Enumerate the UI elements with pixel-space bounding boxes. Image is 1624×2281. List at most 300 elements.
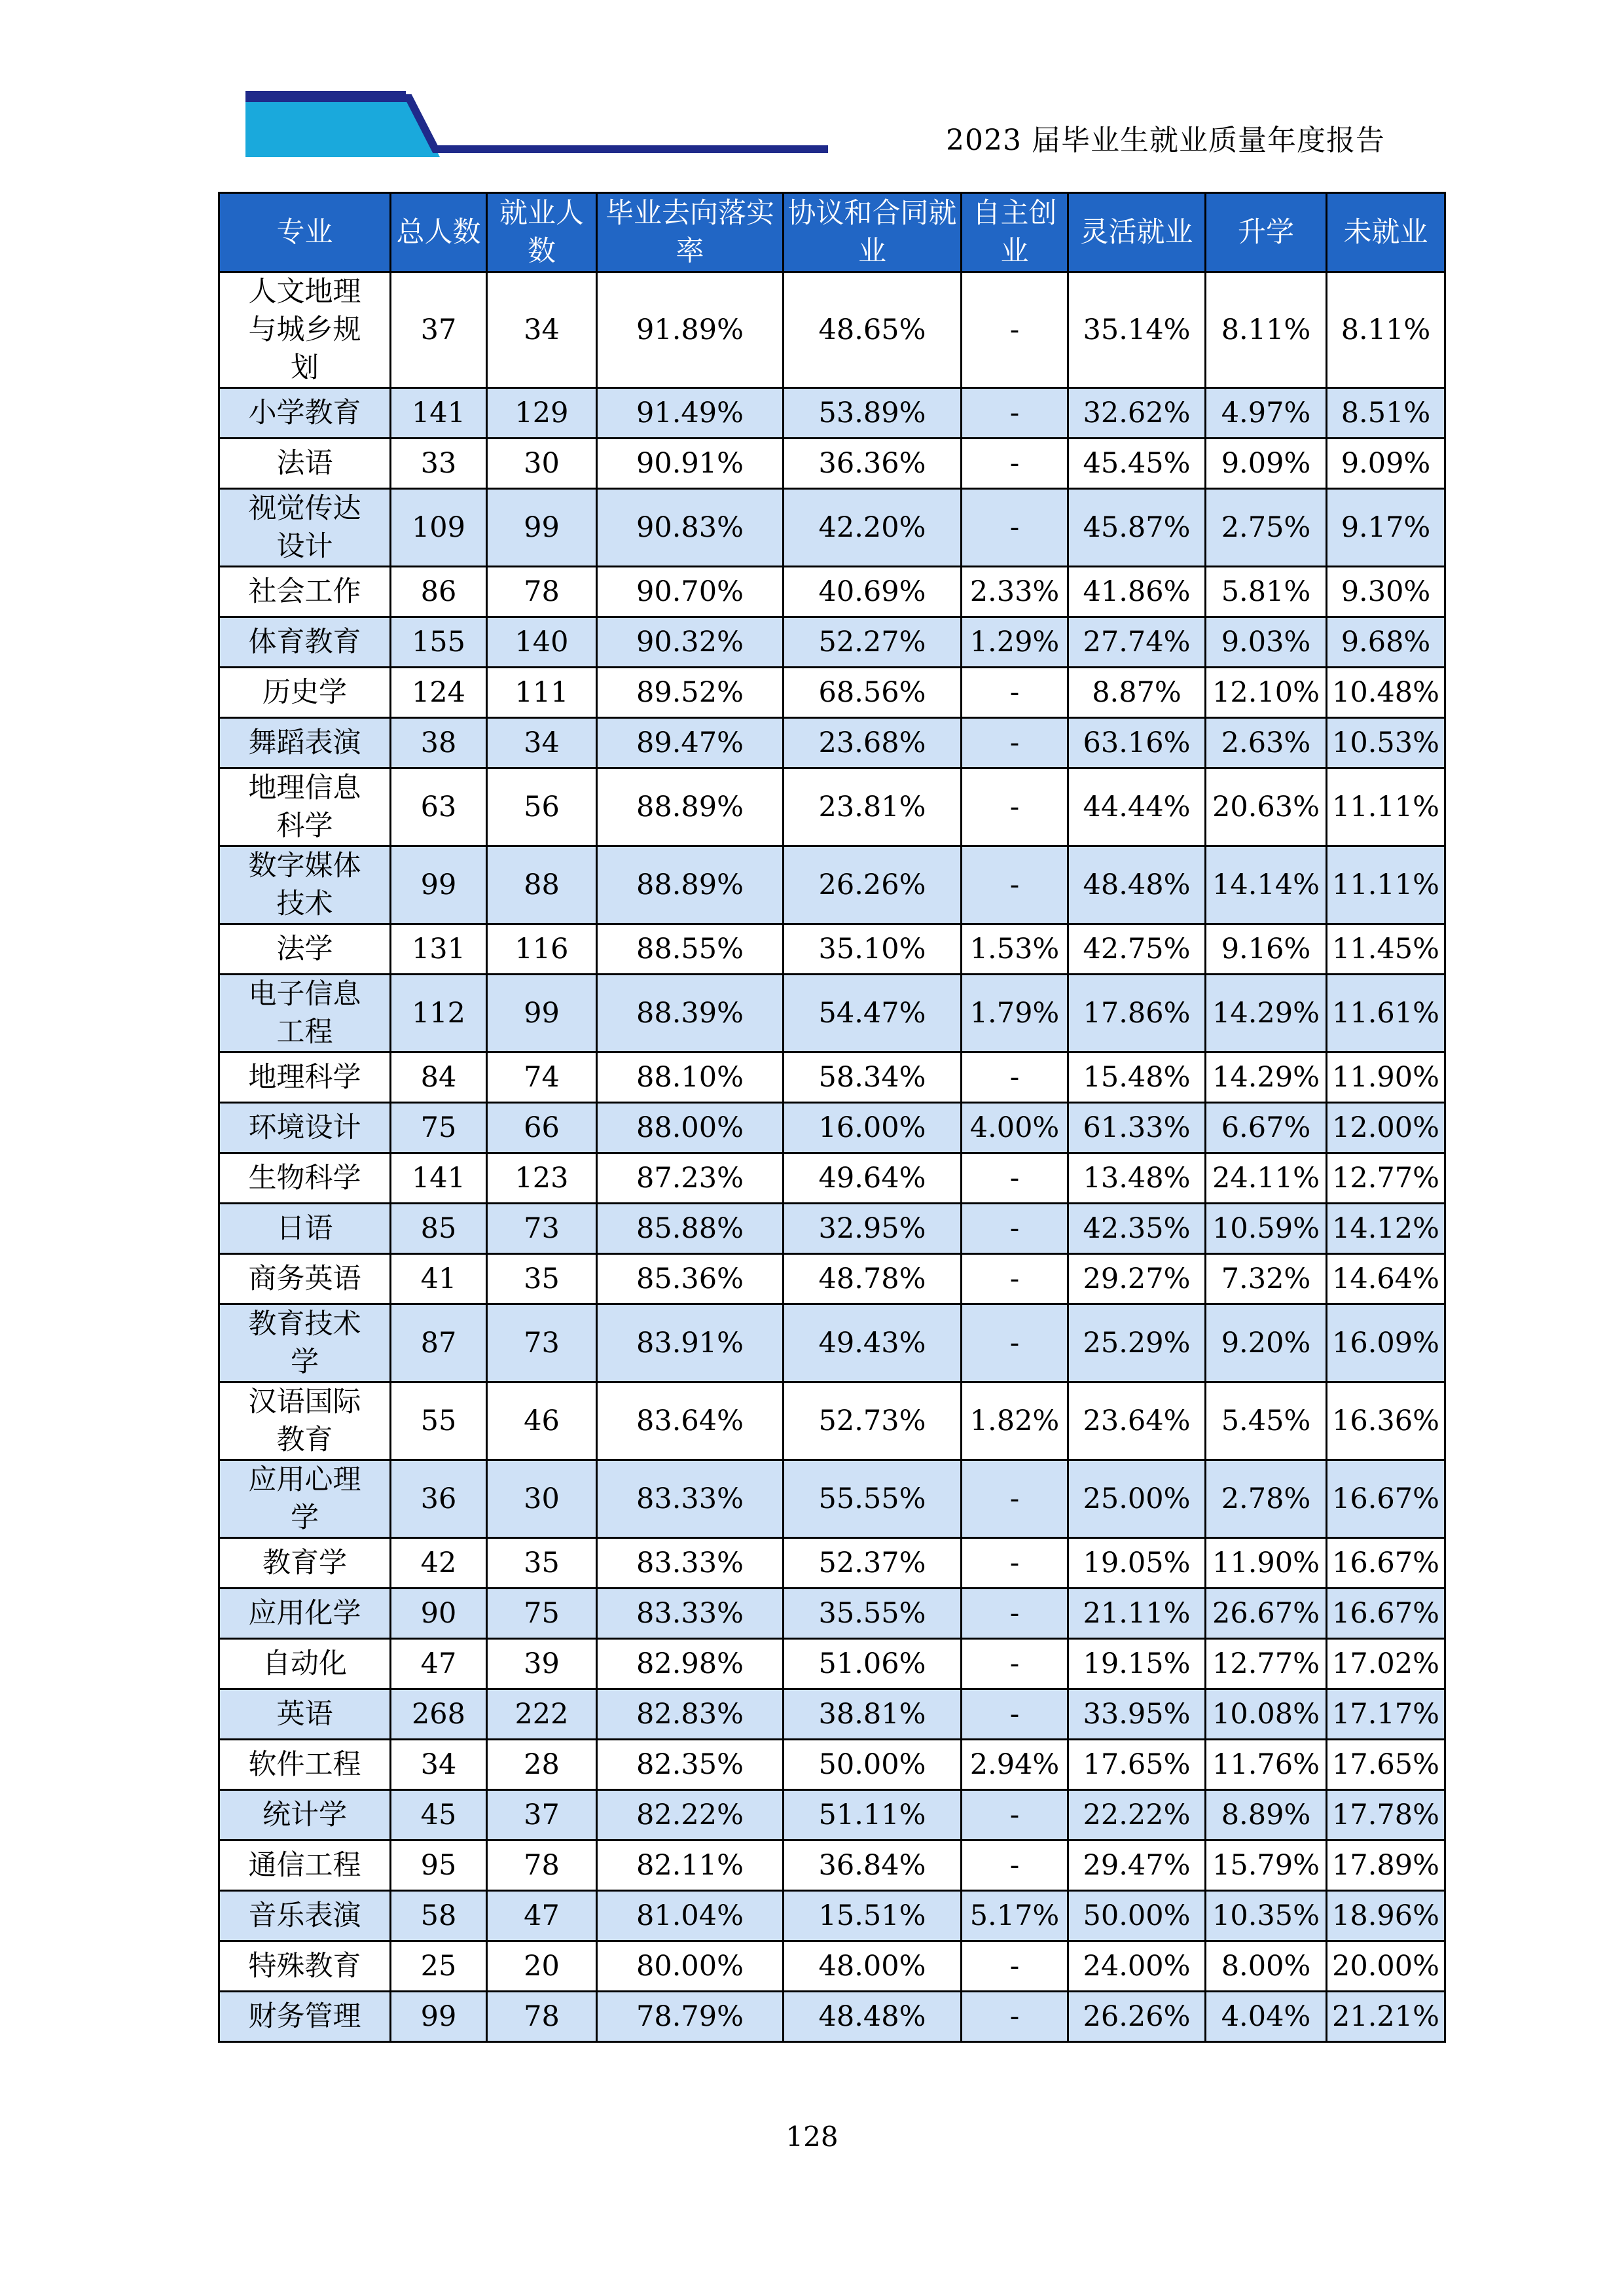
value-cell: 88.89% — [597, 768, 784, 846]
value-cell: 5.17% — [962, 1891, 1068, 1941]
value-cell: 53.89% — [784, 388, 962, 439]
value-cell: 16.67% — [1327, 1589, 1445, 1639]
value-cell: 58 — [391, 1891, 487, 1941]
value-cell: 12.00% — [1327, 1103, 1445, 1153]
value-cell: 11.76% — [1206, 1740, 1327, 1790]
table-row — [219, 768, 1445, 846]
value-cell: 37 — [391, 272, 487, 388]
value-cell: - — [962, 668, 1068, 718]
major-cell: 生物科学 — [219, 1153, 391, 1204]
table-header-row — [219, 193, 1445, 272]
value-cell: 48.48% — [784, 1992, 962, 2042]
value-cell: 35.14% — [1068, 272, 1206, 388]
major-cell: 特殊教育 — [219, 1941, 391, 1992]
value-cell: 82.35% — [597, 1740, 784, 1790]
value-cell: 87 — [391, 1304, 487, 1382]
value-cell: 20 — [487, 1941, 597, 1992]
major-cell: 环境设计 — [219, 1103, 391, 1153]
value-cell: 47 — [391, 1639, 487, 1689]
major-cell: 数字媒体技术 — [219, 846, 391, 924]
table-row — [219, 1689, 1445, 1740]
value-cell: - — [962, 1153, 1068, 1204]
column-header: 升学 — [1206, 193, 1327, 272]
value-cell: 83.64% — [597, 1382, 784, 1460]
value-cell: 35 — [487, 1538, 597, 1589]
value-cell: 88.55% — [597, 924, 784, 975]
value-cell: 88.39% — [597, 975, 784, 1052]
major-cell: 小学教育 — [219, 388, 391, 439]
table-body — [219, 272, 1445, 2042]
value-cell: 55 — [391, 1382, 487, 1460]
value-cell: 21.11% — [1068, 1589, 1206, 1639]
value-cell: 35.55% — [784, 1589, 962, 1639]
value-cell: 33.95% — [1068, 1689, 1206, 1740]
value-cell: 27.74% — [1068, 617, 1206, 668]
table-row — [219, 1841, 1445, 1891]
value-cell: 50.00% — [1068, 1891, 1206, 1941]
value-cell: 78 — [487, 1841, 597, 1891]
value-cell: 1.29% — [962, 617, 1068, 668]
value-cell: - — [962, 1992, 1068, 2042]
value-cell: 74 — [487, 1052, 597, 1103]
value-cell: 84 — [391, 1052, 487, 1103]
value-cell: 35 — [487, 1254, 597, 1304]
major-cell: 视觉传达设计 — [219, 489, 391, 567]
value-cell: 14.64% — [1327, 1254, 1445, 1304]
value-cell: 50.00% — [784, 1740, 962, 1790]
value-cell: 49.43% — [784, 1304, 962, 1382]
value-cell: 83.33% — [597, 1538, 784, 1589]
major-cell: 社会工作 — [219, 567, 391, 617]
value-cell: 12.77% — [1206, 1639, 1327, 1689]
value-cell: 45 — [391, 1790, 487, 1841]
value-cell: 4.04% — [1206, 1992, 1327, 2042]
table-row — [219, 272, 1445, 388]
value-cell: 10.48% — [1327, 668, 1445, 718]
value-cell: 1.53% — [962, 924, 1068, 975]
value-cell: 17.17% — [1327, 1689, 1445, 1740]
value-cell: 25.00% — [1068, 1460, 1206, 1538]
value-cell: 91.49% — [597, 388, 784, 439]
value-cell: 18.96% — [1327, 1891, 1445, 1941]
value-cell: 141 — [391, 1153, 487, 1204]
major-cell: 汉语国际教育 — [219, 1382, 391, 1460]
value-cell: 111 — [487, 668, 597, 718]
value-cell: 52.27% — [784, 617, 962, 668]
value-cell: 32.62% — [1068, 388, 1206, 439]
major-cell: 英语 — [219, 1689, 391, 1740]
value-cell: 19.15% — [1068, 1639, 1206, 1689]
value-cell: 21.21% — [1327, 1992, 1445, 2042]
major-cell: 日语 — [219, 1204, 391, 1254]
value-cell: - — [962, 1589, 1068, 1639]
value-cell: 16.00% — [784, 1103, 962, 1153]
value-cell: 17.65% — [1068, 1740, 1206, 1790]
table-row — [219, 1304, 1445, 1382]
value-cell: 99 — [487, 489, 597, 567]
value-cell: - — [962, 439, 1068, 489]
value-cell: 9.17% — [1327, 489, 1445, 567]
value-cell: 9.09% — [1206, 439, 1327, 489]
value-cell: 8.11% — [1206, 272, 1327, 388]
value-cell: 91.89% — [597, 272, 784, 388]
value-cell: 54.47% — [784, 975, 962, 1052]
value-cell: 9.20% — [1206, 1304, 1327, 1382]
value-cell: 19.05% — [1068, 1538, 1206, 1589]
value-cell: 2.75% — [1206, 489, 1327, 567]
value-cell: 99 — [391, 1992, 487, 2042]
value-cell: 52.37% — [784, 1538, 962, 1589]
value-cell: 89.47% — [597, 718, 784, 768]
value-cell: - — [962, 1204, 1068, 1254]
value-cell: 9.16% — [1206, 924, 1327, 975]
column-header: 协议和合同就业 — [784, 193, 962, 272]
table-row — [219, 1790, 1445, 1841]
value-cell: 23.64% — [1068, 1382, 1206, 1460]
table-row — [219, 668, 1445, 718]
value-cell: 86 — [391, 567, 487, 617]
value-cell: 24.00% — [1068, 1941, 1206, 1992]
major-cell: 历史学 — [219, 668, 391, 718]
major-cell: 地理科学 — [219, 1052, 391, 1103]
value-cell: 9.03% — [1206, 617, 1327, 668]
value-cell: 90.70% — [597, 567, 784, 617]
value-cell: - — [962, 388, 1068, 439]
value-cell: 14.14% — [1206, 846, 1327, 924]
value-cell: 10.08% — [1206, 1689, 1327, 1740]
value-cell: 124 — [391, 668, 487, 718]
value-cell: 123 — [487, 1153, 597, 1204]
value-cell: 22.22% — [1068, 1790, 1206, 1841]
table-row — [219, 718, 1445, 768]
value-cell: 129 — [487, 388, 597, 439]
value-cell: 38 — [391, 718, 487, 768]
value-cell: 88.89% — [597, 846, 784, 924]
table-row — [219, 617, 1445, 668]
value-cell: 17.86% — [1068, 975, 1206, 1052]
value-cell: 35.10% — [784, 924, 962, 975]
major-cell: 电子信息工程 — [219, 975, 391, 1052]
value-cell: 141 — [391, 388, 487, 439]
value-cell: 90.83% — [597, 489, 784, 567]
value-cell: 7.32% — [1206, 1254, 1327, 1304]
major-cell: 音乐表演 — [219, 1891, 391, 1941]
value-cell: 48.65% — [784, 272, 962, 388]
value-cell: 15.79% — [1206, 1841, 1327, 1891]
value-cell: 4.00% — [962, 1103, 1068, 1153]
table-row — [219, 924, 1445, 975]
major-cell: 法学 — [219, 924, 391, 975]
value-cell: 48.00% — [784, 1941, 962, 1992]
value-cell: 2.63% — [1206, 718, 1327, 768]
value-cell: 42.35% — [1068, 1204, 1206, 1254]
value-cell: 112 — [391, 975, 487, 1052]
value-cell: 99 — [391, 846, 487, 924]
employment-table — [218, 192, 1446, 2043]
value-cell: 82.98% — [597, 1639, 784, 1689]
value-cell: 34 — [391, 1740, 487, 1790]
value-cell: - — [962, 1304, 1068, 1382]
value-cell: 99 — [487, 975, 597, 1052]
value-cell: 9.68% — [1327, 617, 1445, 668]
table-row — [219, 1538, 1445, 1589]
value-cell: 36.36% — [784, 439, 962, 489]
value-cell: 140 — [487, 617, 597, 668]
value-cell: 5.45% — [1206, 1382, 1327, 1460]
value-cell: 16.36% — [1327, 1382, 1445, 1460]
table-row — [219, 1891, 1445, 1941]
column-header: 专业 — [219, 193, 391, 272]
value-cell: 45.45% — [1068, 439, 1206, 489]
value-cell: 8.89% — [1206, 1790, 1327, 1841]
value-cell: 9.09% — [1327, 439, 1445, 489]
value-cell: 49.64% — [784, 1153, 962, 1204]
table-row — [219, 975, 1445, 1052]
value-cell: 95 — [391, 1841, 487, 1891]
value-cell: 66 — [487, 1103, 597, 1153]
value-cell: 78.79% — [597, 1992, 784, 2042]
table-row — [219, 1204, 1445, 1254]
value-cell: 25.29% — [1068, 1304, 1206, 1382]
value-cell: 30 — [487, 1460, 597, 1538]
value-cell: 23.81% — [784, 768, 962, 846]
value-cell: 78 — [487, 1992, 597, 2042]
value-cell: 89.52% — [597, 668, 784, 718]
value-cell: - — [962, 1790, 1068, 1841]
value-cell: 47 — [487, 1891, 597, 1941]
value-cell: - — [962, 846, 1068, 924]
value-cell: - — [962, 718, 1068, 768]
value-cell: - — [962, 768, 1068, 846]
value-cell: 29.47% — [1068, 1841, 1206, 1891]
value-cell: 5.81% — [1206, 567, 1327, 617]
value-cell: 75 — [391, 1103, 487, 1153]
value-cell: 4.97% — [1206, 388, 1327, 439]
value-cell: 46 — [487, 1382, 597, 1460]
value-cell: 11.11% — [1327, 846, 1445, 924]
table-row — [219, 567, 1445, 617]
value-cell: 24.11% — [1206, 1153, 1327, 1204]
column-header: 未就业 — [1327, 193, 1445, 272]
value-cell: 29.27% — [1068, 1254, 1206, 1304]
value-cell: 9.30% — [1327, 567, 1445, 617]
value-cell: 82.83% — [597, 1689, 784, 1740]
value-cell: 90 — [391, 1589, 487, 1639]
value-cell: 56 — [487, 768, 597, 846]
value-cell: 39 — [487, 1639, 597, 1689]
value-cell: 85.88% — [597, 1204, 784, 1254]
value-cell: 44.44% — [1068, 768, 1206, 846]
value-cell: 48.48% — [1068, 846, 1206, 924]
value-cell: - — [962, 1254, 1068, 1304]
value-cell: 12.10% — [1206, 668, 1327, 718]
value-cell: 8.51% — [1327, 388, 1445, 439]
value-cell: 14.12% — [1327, 1204, 1445, 1254]
value-cell: 38.81% — [784, 1689, 962, 1740]
value-cell: - — [962, 1941, 1068, 1992]
value-cell: 37 — [487, 1790, 597, 1841]
table-row — [219, 388, 1445, 439]
value-cell: 16.67% — [1327, 1460, 1445, 1538]
value-cell: 32.95% — [784, 1204, 962, 1254]
major-cell: 人文地理与城乡规划 — [219, 272, 391, 388]
table-row — [219, 1992, 1445, 2042]
value-cell: 11.11% — [1327, 768, 1445, 846]
value-cell: 63 — [391, 768, 487, 846]
value-cell: 75 — [487, 1589, 597, 1639]
major-cell: 自动化 — [219, 1639, 391, 1689]
value-cell: 11.90% — [1206, 1538, 1327, 1589]
value-cell: 131 — [391, 924, 487, 975]
value-cell: 73 — [487, 1304, 597, 1382]
value-cell: 36 — [391, 1460, 487, 1538]
table-row — [219, 1460, 1445, 1538]
value-cell: 55.55% — [784, 1460, 962, 1538]
value-cell: 1.82% — [962, 1382, 1068, 1460]
table-row — [219, 846, 1445, 924]
table-row — [219, 1589, 1445, 1639]
value-cell: 222 — [487, 1689, 597, 1740]
value-cell: 109 — [391, 489, 487, 567]
major-cell: 应用心理学 — [219, 1460, 391, 1538]
value-cell: 2.33% — [962, 567, 1068, 617]
value-cell: 85 — [391, 1204, 487, 1254]
value-cell: - — [962, 489, 1068, 567]
value-cell: - — [962, 1460, 1068, 1538]
value-cell: 88.00% — [597, 1103, 784, 1153]
major-cell: 教育技术学 — [219, 1304, 391, 1382]
value-cell: 16.67% — [1327, 1538, 1445, 1589]
value-cell: 28 — [487, 1740, 597, 1790]
value-cell: 2.94% — [962, 1740, 1068, 1790]
value-cell: 8.87% — [1068, 668, 1206, 718]
value-cell: 45.87% — [1068, 489, 1206, 567]
major-cell: 软件工程 — [219, 1740, 391, 1790]
value-cell: 48.78% — [784, 1254, 962, 1304]
value-cell: 11.45% — [1327, 924, 1445, 975]
value-cell: 17.65% — [1327, 1740, 1445, 1790]
value-cell: 13.48% — [1068, 1153, 1206, 1204]
value-cell: 51.11% — [784, 1790, 962, 1841]
value-cell: 10.53% — [1327, 718, 1445, 768]
table-row — [219, 1639, 1445, 1689]
column-header: 就业人数 — [487, 193, 597, 272]
value-cell: 80.00% — [597, 1941, 784, 1992]
value-cell: 63.16% — [1068, 718, 1206, 768]
value-cell: 11.90% — [1327, 1052, 1445, 1103]
major-cell: 舞蹈表演 — [219, 718, 391, 768]
value-cell: 34 — [487, 272, 597, 388]
value-cell: 42.20% — [784, 489, 962, 567]
value-cell: 268 — [391, 1689, 487, 1740]
value-cell: 8.00% — [1206, 1941, 1327, 1992]
value-cell: 73 — [487, 1204, 597, 1254]
value-cell: 16.09% — [1327, 1304, 1445, 1382]
value-cell: 81.04% — [597, 1891, 784, 1941]
value-cell: 83.33% — [597, 1589, 784, 1639]
value-cell: 20.63% — [1206, 768, 1327, 846]
value-cell: 14.29% — [1206, 975, 1327, 1052]
value-cell: 78 — [487, 567, 597, 617]
value-cell: 40.69% — [784, 567, 962, 617]
value-cell: 23.68% — [784, 718, 962, 768]
value-cell: 90.32% — [597, 617, 784, 668]
value-cell: 83.91% — [597, 1304, 784, 1382]
value-cell: 26.67% — [1206, 1589, 1327, 1639]
value-cell: 10.59% — [1206, 1204, 1327, 1254]
value-cell: 61.33% — [1068, 1103, 1206, 1153]
value-cell: - — [962, 1841, 1068, 1891]
value-cell: 36.84% — [784, 1841, 962, 1891]
value-cell: 68.56% — [784, 668, 962, 718]
table-row — [219, 1740, 1445, 1790]
value-cell: 51.06% — [784, 1639, 962, 1689]
value-cell: 116 — [487, 924, 597, 975]
value-cell: 17.78% — [1327, 1790, 1445, 1841]
table-row — [219, 1052, 1445, 1103]
table-row — [219, 1382, 1445, 1460]
major-cell: 应用化学 — [219, 1589, 391, 1639]
value-cell: 8.11% — [1327, 272, 1445, 388]
major-cell: 财务管理 — [219, 1992, 391, 2042]
value-cell: 42.75% — [1068, 924, 1206, 975]
value-cell: 17.02% — [1327, 1639, 1445, 1689]
page-number: 128 — [785, 2121, 839, 2153]
table-row — [219, 1254, 1445, 1304]
table-row — [219, 489, 1445, 567]
value-cell: 41.86% — [1068, 567, 1206, 617]
value-cell: 20.00% — [1327, 1941, 1445, 1992]
column-header: 总人数 — [391, 193, 487, 272]
value-cell: 34 — [487, 718, 597, 768]
value-cell: 14.29% — [1206, 1052, 1327, 1103]
value-cell: 82.22% — [597, 1790, 784, 1841]
major-cell: 地理信息科学 — [219, 768, 391, 846]
value-cell: 42 — [391, 1538, 487, 1589]
major-cell: 商务英语 — [219, 1254, 391, 1304]
value-cell: 11.61% — [1327, 975, 1445, 1052]
column-header: 毕业去向落实率 — [597, 193, 784, 272]
value-cell: - — [962, 1052, 1068, 1103]
value-cell: 52.73% — [784, 1382, 962, 1460]
value-cell: 85.36% — [597, 1254, 784, 1304]
column-header: 自主创业 — [962, 193, 1068, 272]
value-cell: 26.26% — [1068, 1992, 1206, 2042]
value-cell: 25 — [391, 1941, 487, 1992]
value-cell: 88 — [487, 846, 597, 924]
value-cell: 30 — [487, 439, 597, 489]
value-cell: 10.35% — [1206, 1891, 1327, 1941]
report-title: 2023 届毕业生就业质量年度报告 — [946, 124, 1385, 157]
value-cell: 58.34% — [784, 1052, 962, 1103]
value-cell: - — [962, 1538, 1068, 1589]
value-cell: 88.10% — [597, 1052, 784, 1103]
value-cell: 83.33% — [597, 1460, 784, 1538]
value-cell: 26.26% — [784, 846, 962, 924]
value-cell: 17.89% — [1327, 1841, 1445, 1891]
value-cell: 6.67% — [1206, 1103, 1327, 1153]
table-row — [219, 1103, 1445, 1153]
value-cell: 15.51% — [784, 1891, 962, 1941]
major-cell: 体育教育 — [219, 617, 391, 668]
table-row — [219, 1153, 1445, 1204]
major-cell: 统计学 — [219, 1790, 391, 1841]
major-cell: 法语 — [219, 439, 391, 489]
value-cell: 155 — [391, 617, 487, 668]
major-cell: 教育学 — [219, 1538, 391, 1589]
value-cell: 33 — [391, 439, 487, 489]
major-cell: 通信工程 — [219, 1841, 391, 1891]
